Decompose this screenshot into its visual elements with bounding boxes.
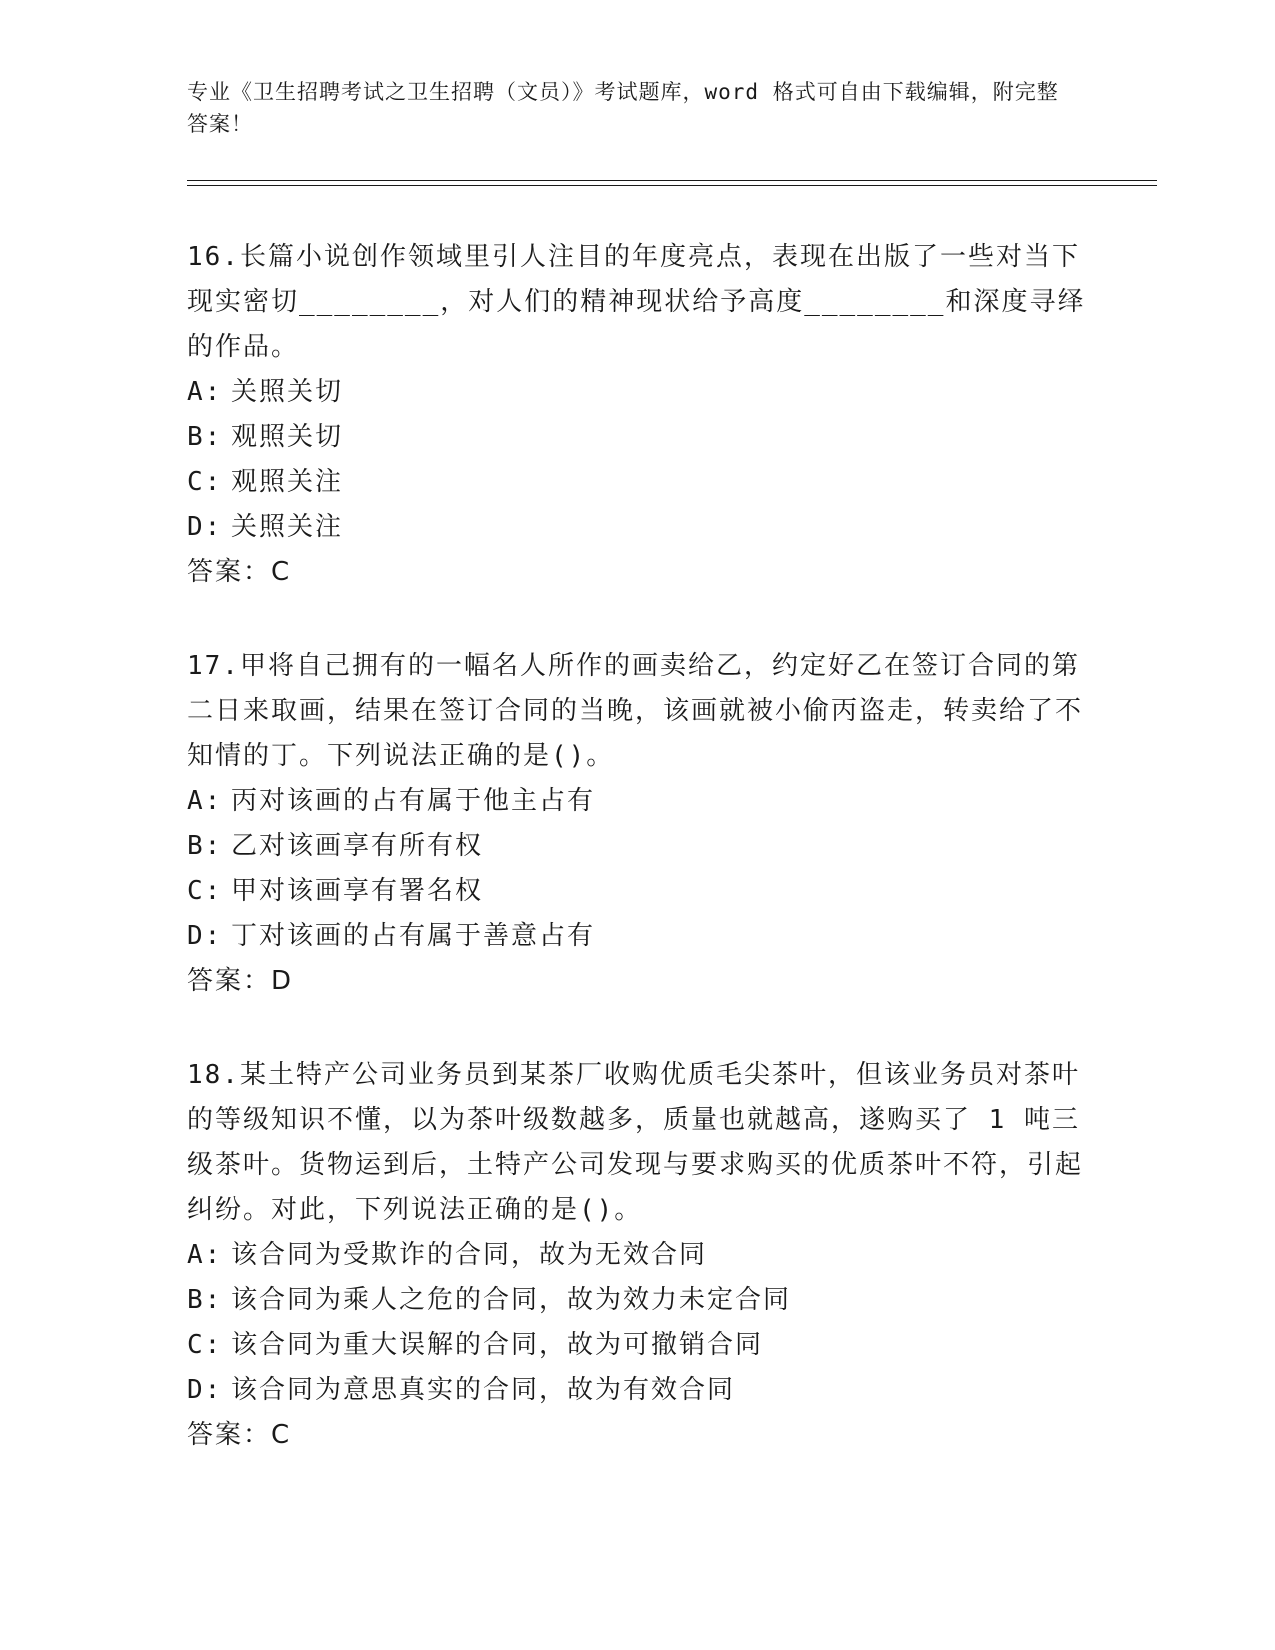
option-a — [187, 1233, 1087, 1278]
option-b — [187, 1278, 1087, 1323]
option-letter: A: — [187, 1240, 223, 1270]
option-text: 该合同为重大误解的合同，故为可撤销合同 — [231, 1330, 764, 1360]
option-letter: B: — [187, 831, 223, 861]
option-c — [187, 1323, 1087, 1368]
question-17 — [187, 644, 1087, 1004]
question-text: 16.长篇小说创作领域里引人注目的年度亮点，表现在出版了一些对当下现实密切________，对人们的精神现状给予高度________和深度寻绎的作品。 — [187, 242, 1086, 362]
option-d — [187, 505, 1087, 550]
option-letter: A: — [187, 786, 223, 816]
option-d — [187, 1368, 1087, 1413]
answer: 答案：C — [187, 557, 292, 587]
question-18 — [187, 1053, 1087, 1458]
answer: 答案：C — [187, 1420, 292, 1450]
option-letter: B: — [187, 1285, 223, 1315]
option-text: 该合同为意思真实的合同，故为有效合同 — [231, 1375, 736, 1405]
option-letter: D: — [187, 921, 223, 951]
option-b — [187, 415, 1087, 460]
option-letter: D: — [187, 1375, 223, 1405]
question-text: 17.甲将自己拥有的一幅名人所作的画卖给乙，约定好乙在签订合同的第二日来取画，结果在签订合同的当晚，该画就被小偷丙盗走，转卖给了不知情的丁。下列说法正确的是()。 — [187, 651, 1084, 771]
question-text: 18.某土特产公司业务员到某茶厂收购优质毛尖茶叶，但该业务员对茶叶的等级知识不懂，以为茶叶级数越多，质量也就越高，遂购买了 1 吨三级茶叶。货物运到后，土特产公司发现与要求购买的优质茶叶不符，引起纠纷。对此，下列说法正确的是()。 — [187, 1060, 1084, 1225]
option-c — [187, 460, 1087, 505]
option-a — [187, 779, 1087, 824]
option-text: 观照关注 — [231, 467, 344, 497]
option-text: 甲对该画享有署名权 — [231, 876, 484, 906]
option-c — [187, 869, 1087, 914]
document-header: 专业《卫生招聘考试之卫生招聘（文员）》考试题库，word 格式可自由下载编辑，附完整答案！ — [187, 80, 1059, 136]
option-text: 关照关切 — [231, 377, 344, 407]
option-a — [187, 370, 1087, 415]
option-text: 关照关注 — [231, 512, 344, 542]
option-letter: C: — [187, 1330, 223, 1360]
answer: 答案：D — [187, 966, 294, 996]
option-text: 观照关切 — [231, 422, 344, 452]
option-text: 该合同为乘人之危的合同，故为效力未定合同 — [231, 1285, 792, 1315]
option-letter: C: — [187, 467, 223, 497]
header-divider-bottom — [187, 185, 1157, 186]
question-16 — [187, 235, 1087, 595]
option-letter: D: — [187, 512, 223, 542]
option-text: 丙对该画的占有属于他主占有 — [231, 786, 596, 816]
option-letter: C: — [187, 876, 223, 906]
option-b — [187, 824, 1087, 869]
option-letter: B: — [187, 422, 223, 452]
header-divider-top — [187, 180, 1157, 181]
option-text: 丁对该画的占有属于善意占有 — [231, 921, 596, 951]
option-d — [187, 914, 1087, 959]
option-text: 该合同为受欺诈的合同，故为无效合同 — [231, 1240, 708, 1270]
option-letter: A: — [187, 377, 223, 407]
option-text: 乙对该画享有所有权 — [231, 831, 484, 861]
